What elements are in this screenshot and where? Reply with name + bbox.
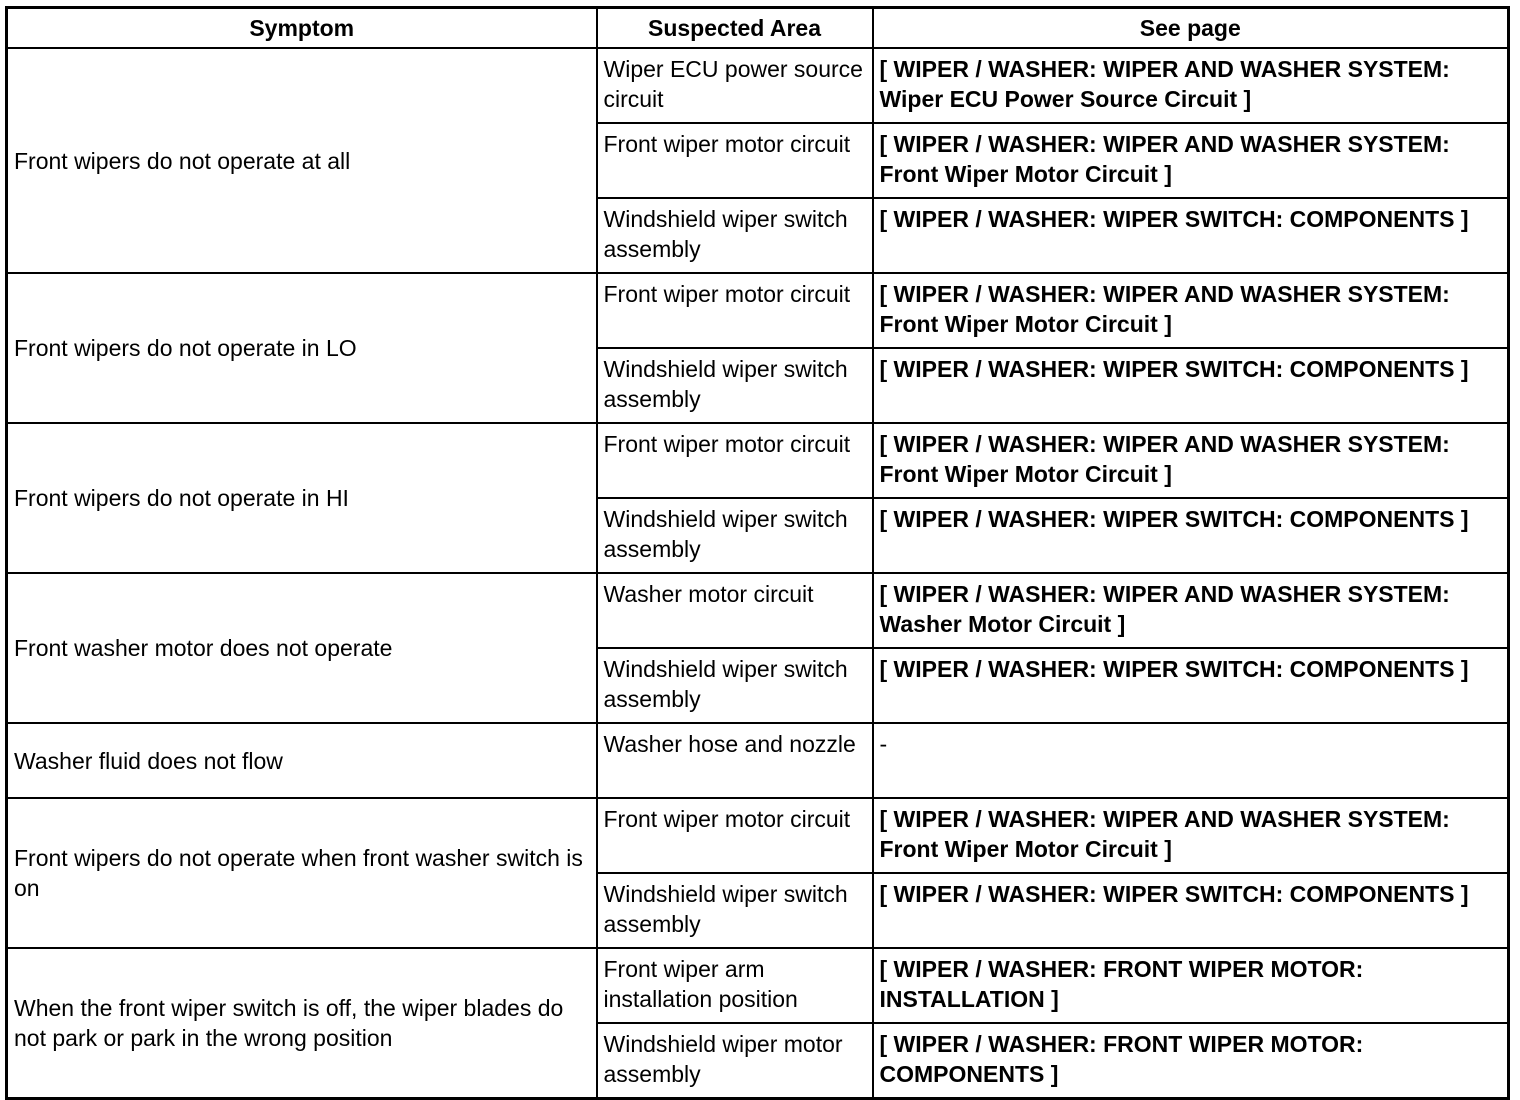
suspected-area-cell: Washer hose and nozzle <box>597 723 873 798</box>
table-row <box>7 573 1509 648</box>
symptom-cell: Front wipers do not operate at all <box>7 48 597 273</box>
symptom-cell: Front wipers do not operate in LO <box>7 273 597 423</box>
table-row <box>7 273 1509 348</box>
symptom-cell: Front washer motor does not operate <box>7 573 597 723</box>
suspected-area-cell: Front wiper motor circuit <box>597 123 873 198</box>
suspected-area-cell: Front wiper motor circuit <box>597 273 873 348</box>
see-page-cell: [ WIPER / WASHER: WIPER AND WASHER SYSTEM: Wiper ECU Power Source Circuit ] <box>873 48 1509 123</box>
symptom-cell: When the front wiper switch is off, the wiper blades do not park or park in the wrong position <box>7 948 597 1099</box>
suspected-area-cell: Front wiper arm installation position <box>597 948 873 1023</box>
see-page-cell: [ WIPER / WASHER: WIPER AND WASHER SYSTEM: Washer Motor Circuit ] <box>873 573 1509 648</box>
see-page-cell: [ WIPER / WASHER: FRONT WIPER MOTOR: COMPONENTS ] <box>873 1023 1509 1099</box>
see-page-cell: [ WIPER / WASHER: WIPER AND WASHER SYSTEM: Front Wiper Motor Circuit ] <box>873 123 1509 198</box>
see-page-cell: [ WIPER / WASHER: WIPER AND WASHER SYSTEM: Front Wiper Motor Circuit ] <box>873 798 1509 873</box>
symptom-cell: Front wipers do not operate in HI <box>7 423 597 573</box>
suspected-area-cell: Windshield wiper switch assembly <box>597 648 873 723</box>
symptom-cell: Front wipers do not operate when front washer switch is on <box>7 798 597 948</box>
suspected-area-cell: Windshield wiper switch assembly <box>597 873 873 948</box>
table-row <box>7 48 1509 123</box>
suspected-area-cell: Windshield wiper switch assembly <box>597 498 873 573</box>
symptom-cell: Washer fluid does not flow <box>7 723 597 798</box>
header-row <box>7 8 1509 49</box>
see-page-cell: [ WIPER / WASHER: WIPER SWITCH: COMPONENTS ] <box>873 348 1509 423</box>
suspected-area-cell: Windshield wiper switch assembly <box>597 198 873 273</box>
symptom-table <box>5 6 1510 1100</box>
table-row <box>7 423 1509 498</box>
see-page-cell: [ WIPER / WASHER: WIPER SWITCH: COMPONENTS ] <box>873 648 1509 723</box>
see-page-cell: [ WIPER / WASHER: FRONT WIPER MOTOR: INSTALLATION ] <box>873 948 1509 1023</box>
suspected-area-cell: Windshield wiper switch assembly <box>597 348 873 423</box>
suspected-area-cell: Windshield wiper motor assembly <box>597 1023 873 1099</box>
see-page-cell: [ WIPER / WASHER: WIPER AND WASHER SYSTEM: Front Wiper Motor Circuit ] <box>873 273 1509 348</box>
suspected-area-cell: Wiper ECU power source circuit <box>597 48 873 123</box>
header-symptom: Symptom <box>7 8 597 49</box>
see-page-cell: - <box>873 723 1509 798</box>
header-see-page: See page <box>873 8 1509 49</box>
suspected-area-cell: Front wiper motor circuit <box>597 423 873 498</box>
table-row <box>7 723 1509 798</box>
table-row <box>7 948 1509 1023</box>
see-page-cell: [ WIPER / WASHER: WIPER AND WASHER SYSTEM: Front Wiper Motor Circuit ] <box>873 423 1509 498</box>
suspected-area-cell: Front wiper motor circuit <box>597 798 873 873</box>
header-suspected-area: Suspected Area <box>597 8 873 49</box>
see-page-cell: [ WIPER / WASHER: WIPER SWITCH: COMPONENTS ] <box>873 198 1509 273</box>
see-page-cell: [ WIPER / WASHER: WIPER SWITCH: COMPONENTS ] <box>873 873 1509 948</box>
see-page-cell: [ WIPER / WASHER: WIPER SWITCH: COMPONENTS ] <box>873 498 1509 573</box>
table-row <box>7 798 1509 873</box>
suspected-area-cell: Washer motor circuit <box>597 573 873 648</box>
